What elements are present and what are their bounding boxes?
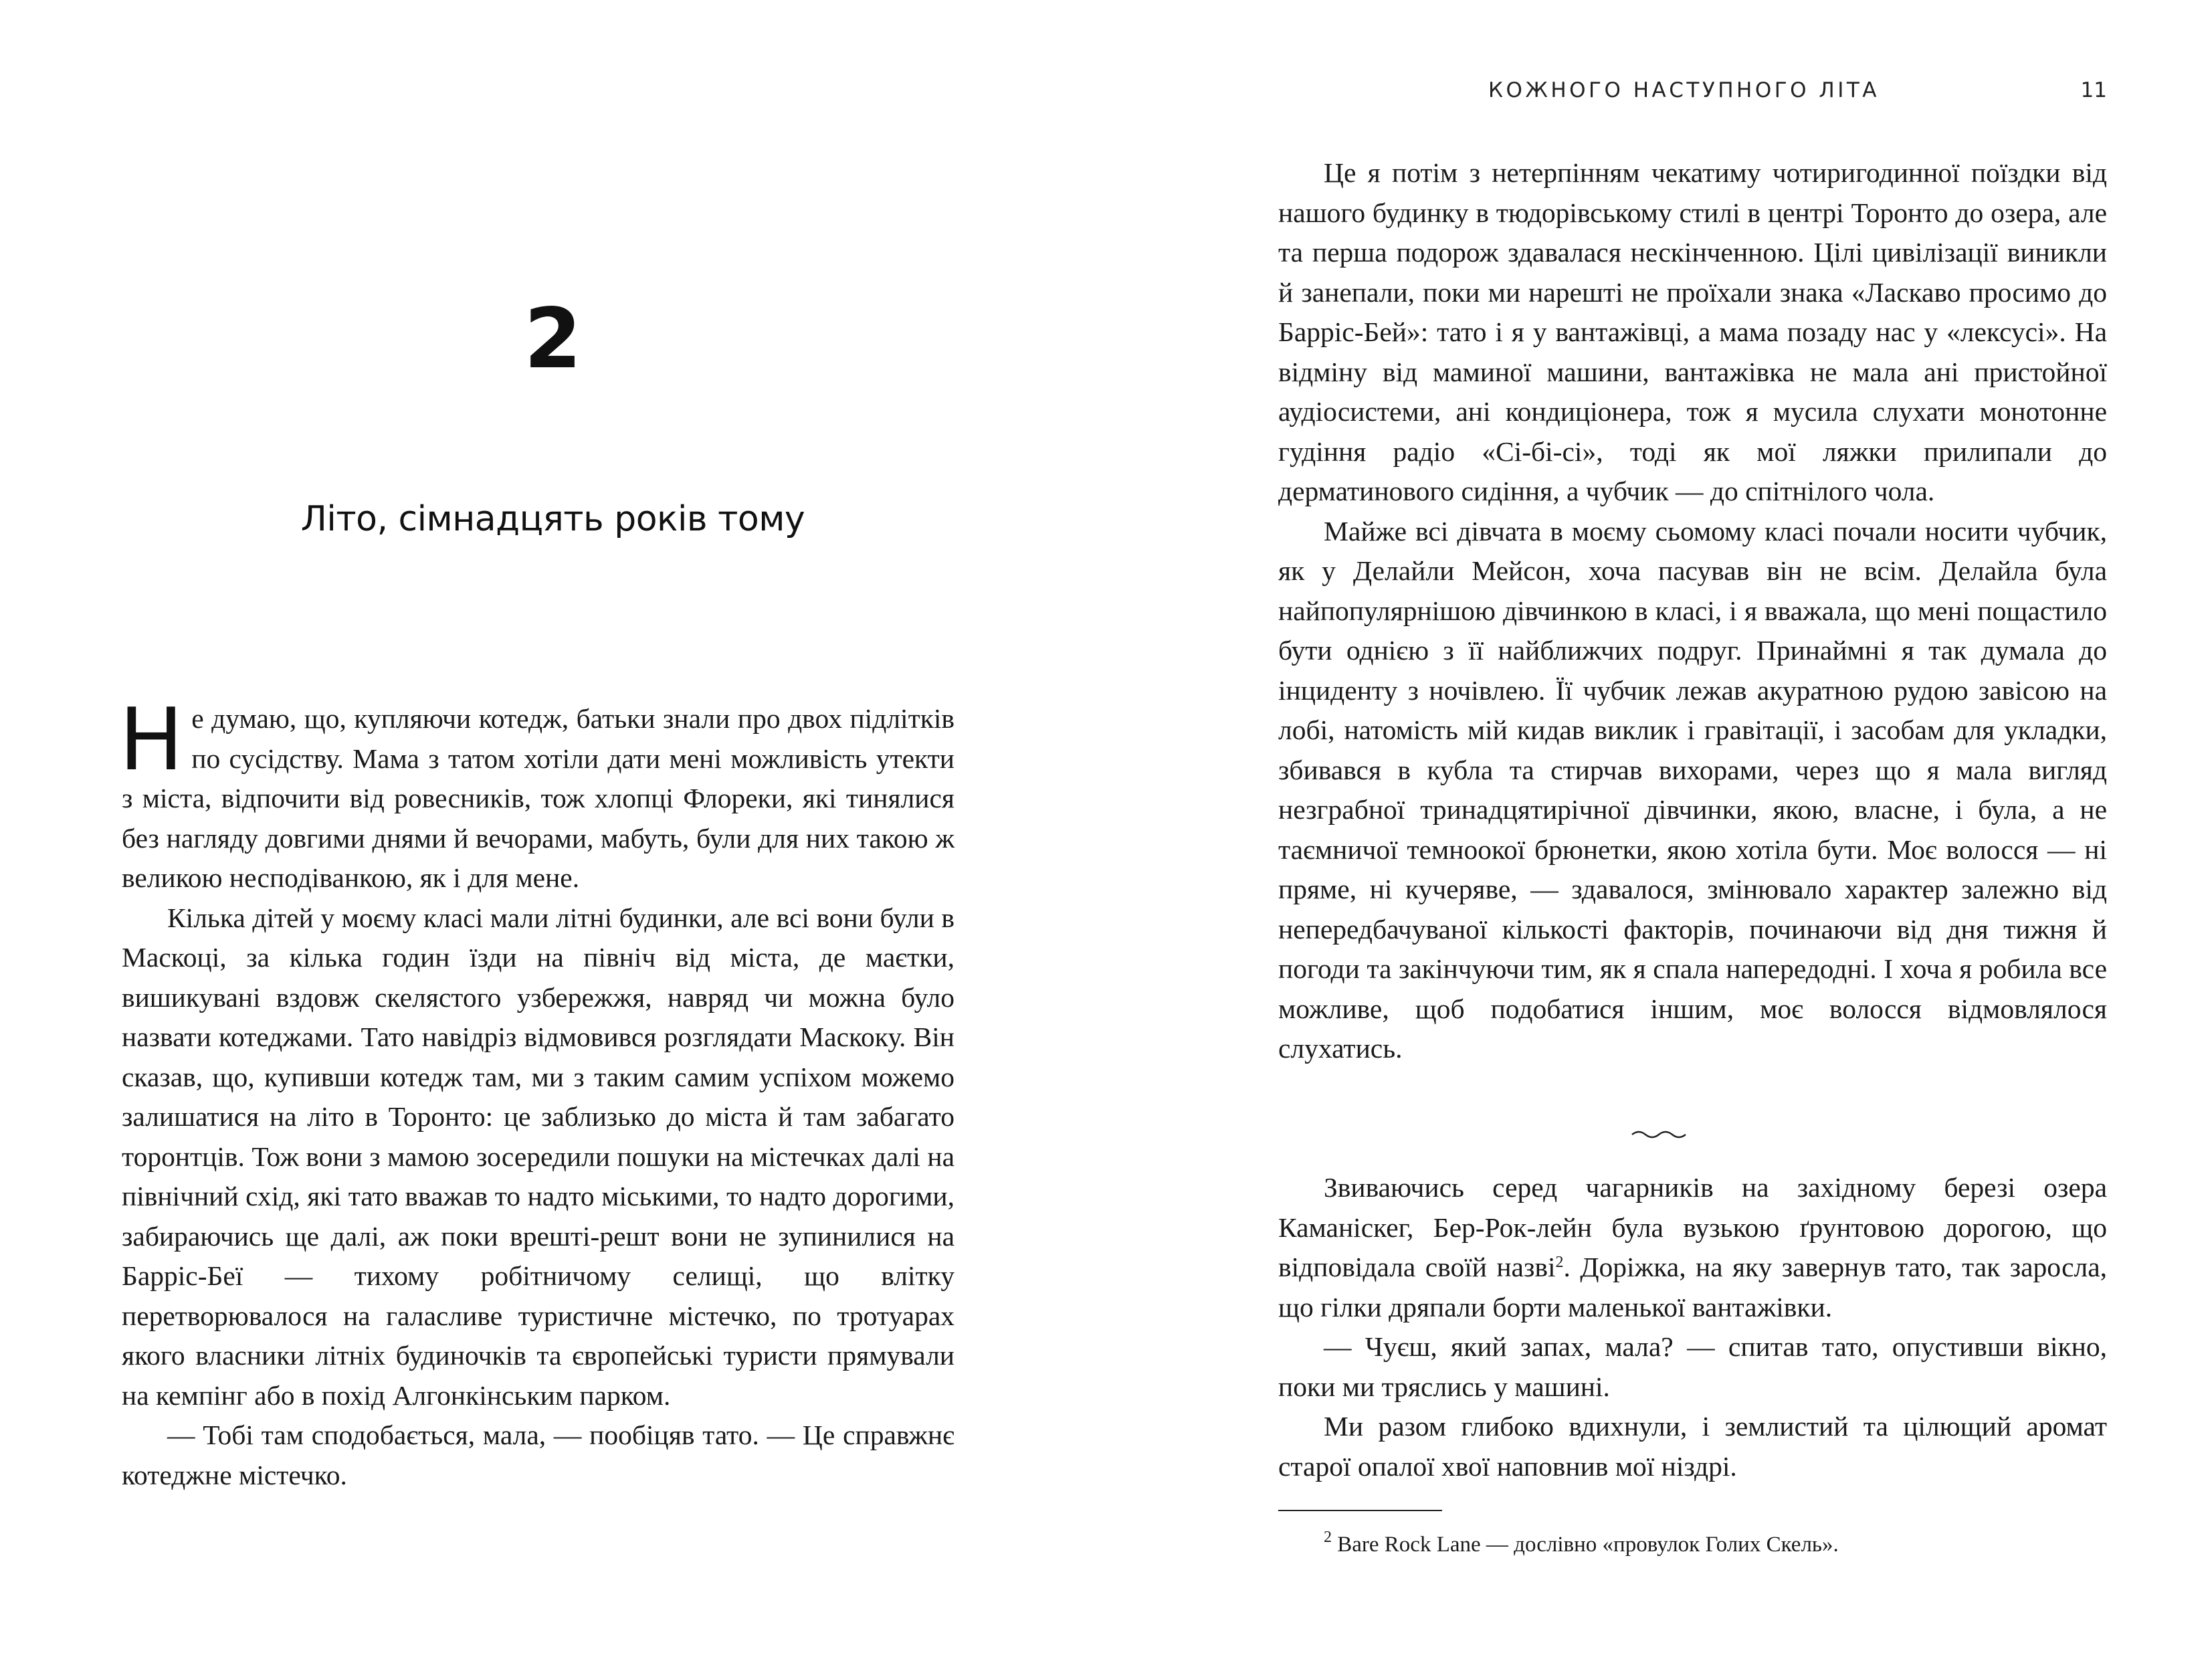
- paragraph: [119, 690, 954, 898]
- footnote-reference[interactable]: 2: [1555, 1254, 1564, 1271]
- paragraph-text: . Доріжка, на яку завернув тато, так заросла, що гілки дряпали борти маленької вантажівки.: [1278, 1252, 2107, 1323]
- right-body-text-after-break: [1278, 1168, 2107, 1486]
- paragraph: — Тобі там сподобається, мала, — пообіцяв тато. — Це справжнє котеджне містечко.: [122, 1420, 954, 1490]
- paragraph-text: е думаю, що, купляючи котедж, батьки знали про двох підлітків по сусідству. Мама з татом хотіли дати мені можливість утекти з міста, відпочити від ровесників, тож хлопці Флореки, які тинялися без нагляду довгими днями й вечорами, мабуть, були для них такою ж великою несподіванкою, як і для мене.: [122, 703, 954, 893]
- footnote-divider: [1278, 1510, 1442, 1511]
- right-page: [1106, 0, 2212, 1659]
- chapter-number: 2: [524, 291, 582, 387]
- footnote-number: 2: [1324, 1529, 1332, 1546]
- wave-ornament-icon: [1631, 1128, 1687, 1141]
- running-head: КОЖНОГО НАСТУПНОГО ЛІТА: [1488, 78, 1880, 102]
- paragraph: Це я потім з нетерпінням чекатиму чотиригодинної поїздки від нашого будинку в тюдорівському стилі в центрі Торонто до озера, але та перша подорож здавалася нескінченною. Цілі цивілізації виникли й занепали, поки ми нарешті не проїхали знака «Ласкаво просимо до Барріс-Бей»: тато і я у вантажівці, а мама позаду нас у «лексусі». На відміну від маминої машини, вантажівка не мала ані пристойної аудіосистеми, ані кондиціонера, тож я мусила слухати монотонне гудіння радіо «Сі-бі-сі», тоді як мої ляжки прилипали до дерматинового сидіння, а чубчик — до спітнілого чола.: [1278, 157, 2107, 506]
- paragraph: Ми разом глибоко вдихнули, і землистий та цілющий аромат старої опалої хвої наповнив мої ніздрі.: [1278, 1411, 2107, 1482]
- drop-cap: Н: [119, 690, 184, 790]
- page-number: 11: [2080, 78, 2107, 102]
- right-body-text: [1278, 153, 2107, 1069]
- footnote: [1324, 1529, 2106, 1560]
- paragraph: Кілька дітей у моєму класі мали літні будинки, але всі вони були в Маскоці, за кілька годин їзди на північ від міста, де маєтки, вишикувані вздовж скелястого узбережжя, навряд чи можна було назвати котеджами. Тато навідріз відмовився розглядати Маскоку. Він сказав, що, купивши котедж там, ми з таким самим успіхом можемо залишатися на літо в Торонто: це заблизько до міста й там забагато торонтців. Тож вони з мамою зосередили пошуки на містечках далі на північний схід, які тато вважав то надто міськими, то надто дорогими, забираючись ще далі, аж поки врешті-решт вони не зупинилися на Барріс-Беї — тихому робітничому селищі, що влітку перетворювалося на галасливе туристичне містечко, по тротуарах якого власники літніх будиночків та європейські туристи прямували на кемпінг або в похід Алгонкінським парком.: [122, 902, 954, 1411]
- paragraph: Майже всі дівчата в моєму сьомому класі почали носити чубчик, як у Делайли Мейсон, хоча пасував він не всім. Делайла була найпопулярнішою дівчинкою в класі, і я вважала, що мені пощастило бути однією з її найближчих подруг. Принаймні я так думала до інциденту з ночівлею. Її чубчик лежав акуратною рудою завісою на лобі, натомість мій кидав виклик і гравітації, і засобам для укладки, збивався в кубла та стирчав вихорами, через що я мала вигляд незграбної тринадцятирічної дівчинки, якою, власне, і була, а не таємничої темноокої брюнетки, якою хотіла бути. Моє волосся — ні пряме, ні кучеряве, — здавалося, змінювало характер залежно від непередбачуваної кількості факторів, починаючи від дня тижня й погоди та закінчуючи тим, як я спала напередодні. І хоча я робила все можливе, щоб подобатися іншим, моє волосся відмовлялося слухатись.: [1278, 515, 2107, 1064]
- paragraph: — Чуєш, який запах, мала? — спитав тато, опустивши вікно, поки ми тряслись у машині.: [1278, 1331, 2107, 1402]
- footnote-text: Bare Rock Lane — дослівно «провулок Голих Скель».: [1332, 1533, 1839, 1557]
- scene-break-ornament: [1106, 1128, 2212, 1148]
- paragraph-text: Звиваючись серед чагарників на західному березі озера Каманіскег, Бер-Рок-лейн була вузькою ґрунтовою дорогою, що відповідала своїй назві: [1278, 1172, 2107, 1282]
- left-body-text: [119, 690, 954, 1495]
- chapter-title: Літо, сімнадцять років тому: [300, 499, 805, 539]
- paragraph: [1278, 1168, 2107, 1327]
